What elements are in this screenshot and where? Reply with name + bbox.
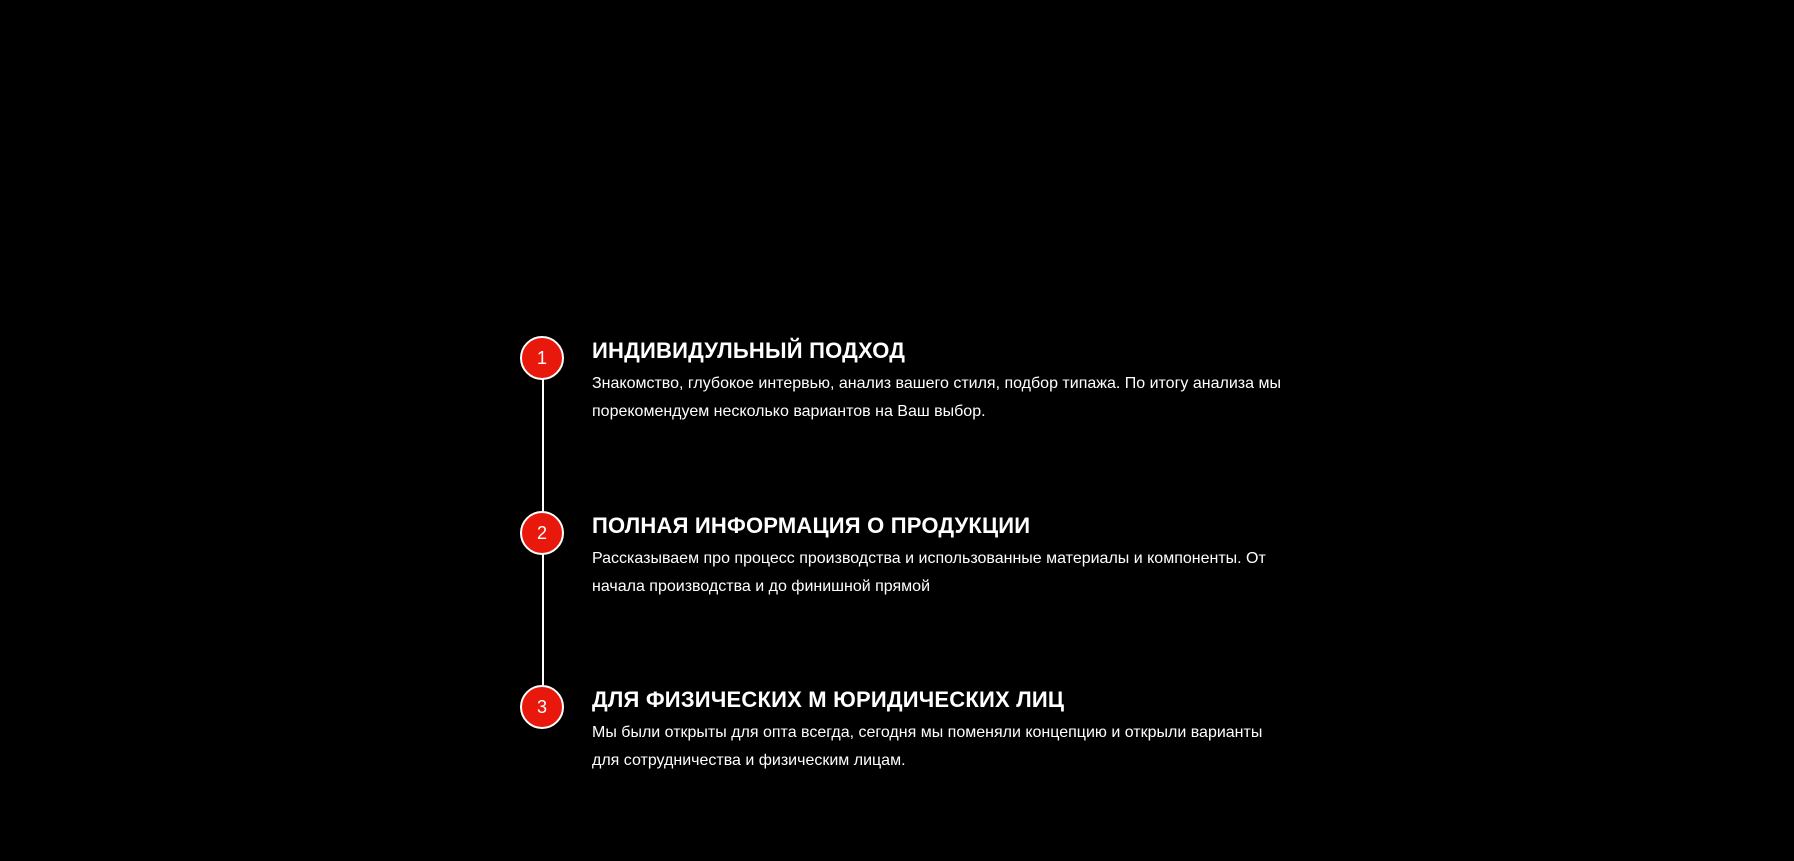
step-number-badge: 3: [520, 685, 564, 729]
step-content: [592, 511, 1292, 601]
step-number-badge: 1: [520, 336, 564, 380]
step-content: [592, 336, 1292, 426]
step-title: ПОЛНАЯ ИНФОРМАЦИЯ О ПРОДУКЦИИ: [592, 513, 1031, 538]
step-description: Мы были открыты для опта всегда, сегодня мы поменяли концепцию и открыли варианты для сотрудничества и физическим лицам.: [592, 724, 1263, 769]
step-title: ДЛЯ ФИЗИЧЕСКИХ М ЮРИДИЧЕСКИХ ЛИЦ: [592, 687, 1065, 712]
step-title: ИНДИВИДУЛЬНЫЙ ПОДХОД: [592, 338, 906, 363]
step-number-badge: 2: [520, 511, 564, 555]
steps-timeline: [520, 336, 1340, 796]
step-description: Рассказываем про процесс производства и использованные материалы и компоненты. От начала производства и до финишной прямой: [592, 550, 1266, 595]
step-content: [592, 685, 1292, 775]
step-description: Знакомство, глубокое интервью, анализ вашего стиля, подбор типажа. По итогу анализа мы порекомендуем несколько вариантов на Ваш выбор.: [592, 375, 1281, 420]
